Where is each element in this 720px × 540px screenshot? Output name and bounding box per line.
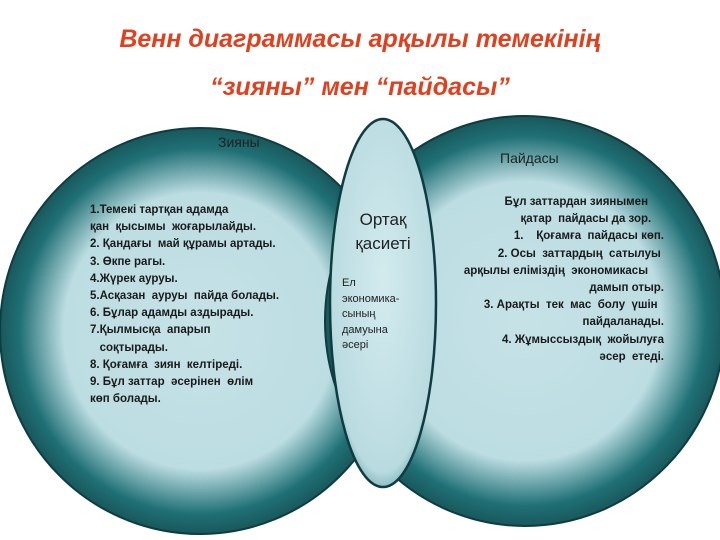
center-heading-line1: Ортақ: [359, 210, 407, 229]
center-text-line: экономика-: [342, 292, 400, 305]
left-list-item: 5.Асқазан ауруы пайда болады.: [90, 290, 280, 303]
left-list-item: көп болады.: [90, 393, 161, 406]
right-list: [464, 194, 664, 366]
center-text-line: әсері: [342, 339, 369, 351]
right-list-item: қатар пайдасы да зор.: [520, 213, 664, 226]
left-list: [90, 202, 279, 408]
right-list-item: дамып отыр.: [589, 282, 664, 295]
left-list-item: 4.Жүрек ауруы.: [90, 272, 178, 285]
page-title-line1: Венн диаграммасы арқылы темекінің: [119, 25, 601, 53]
left-list-item: 8. Қоғамға зиян келтіреді.: [90, 358, 243, 371]
center-text-line: Ел: [342, 277, 356, 289]
right-list-item: арқылы еліміздің экономикасы: [463, 264, 664, 277]
right-list-item: Бұл заттардан зиянымен: [504, 196, 664, 208]
left-list-item: қан қысымы жоғарылайды.: [90, 221, 257, 234]
left-list-item: 9. Бұл заттар әсерінен өлім: [90, 376, 254, 389]
right-list-item: әсер етеді.: [599, 350, 664, 363]
center-text: [342, 276, 399, 354]
center-heading-line2: қасиеті: [355, 234, 411, 253]
right-list-item: 4. Жұмыссыздық жойылуға: [501, 333, 664, 346]
right-list-item: 1. Қоғамға пайдасы көп.: [513, 230, 664, 243]
center-text-line: сының: [342, 308, 376, 320]
left-list-item: 6. Бұлар адамды аздырады.: [90, 307, 254, 320]
left-list-item: 2. Қандағы май құрамы артады.: [90, 238, 276, 251]
center-text-line: дамуына: [342, 323, 388, 336]
right-heading: Пайдасы: [500, 150, 559, 166]
left-list-item: 7.Қылмысқа апарып: [90, 324, 211, 337]
left-list-item: соқтырады.: [90, 341, 168, 354]
left-list-item: 1.Темекі тартқан адамда: [90, 204, 229, 216]
left-heading: Зияны: [218, 134, 260, 150]
right-list-item: 2. Осы заттардың сатылуы: [497, 247, 664, 260]
page-title-line2: “зияны” мен “пайдасы”: [210, 73, 510, 101]
center-heading: [340, 208, 426, 256]
left-list-item: 3. Өкпе рагы.: [90, 255, 166, 268]
right-list-item: пайдаланады.: [582, 316, 664, 329]
right-list-item: 3. Арақты тек мас болу үшін: [483, 299, 664, 312]
